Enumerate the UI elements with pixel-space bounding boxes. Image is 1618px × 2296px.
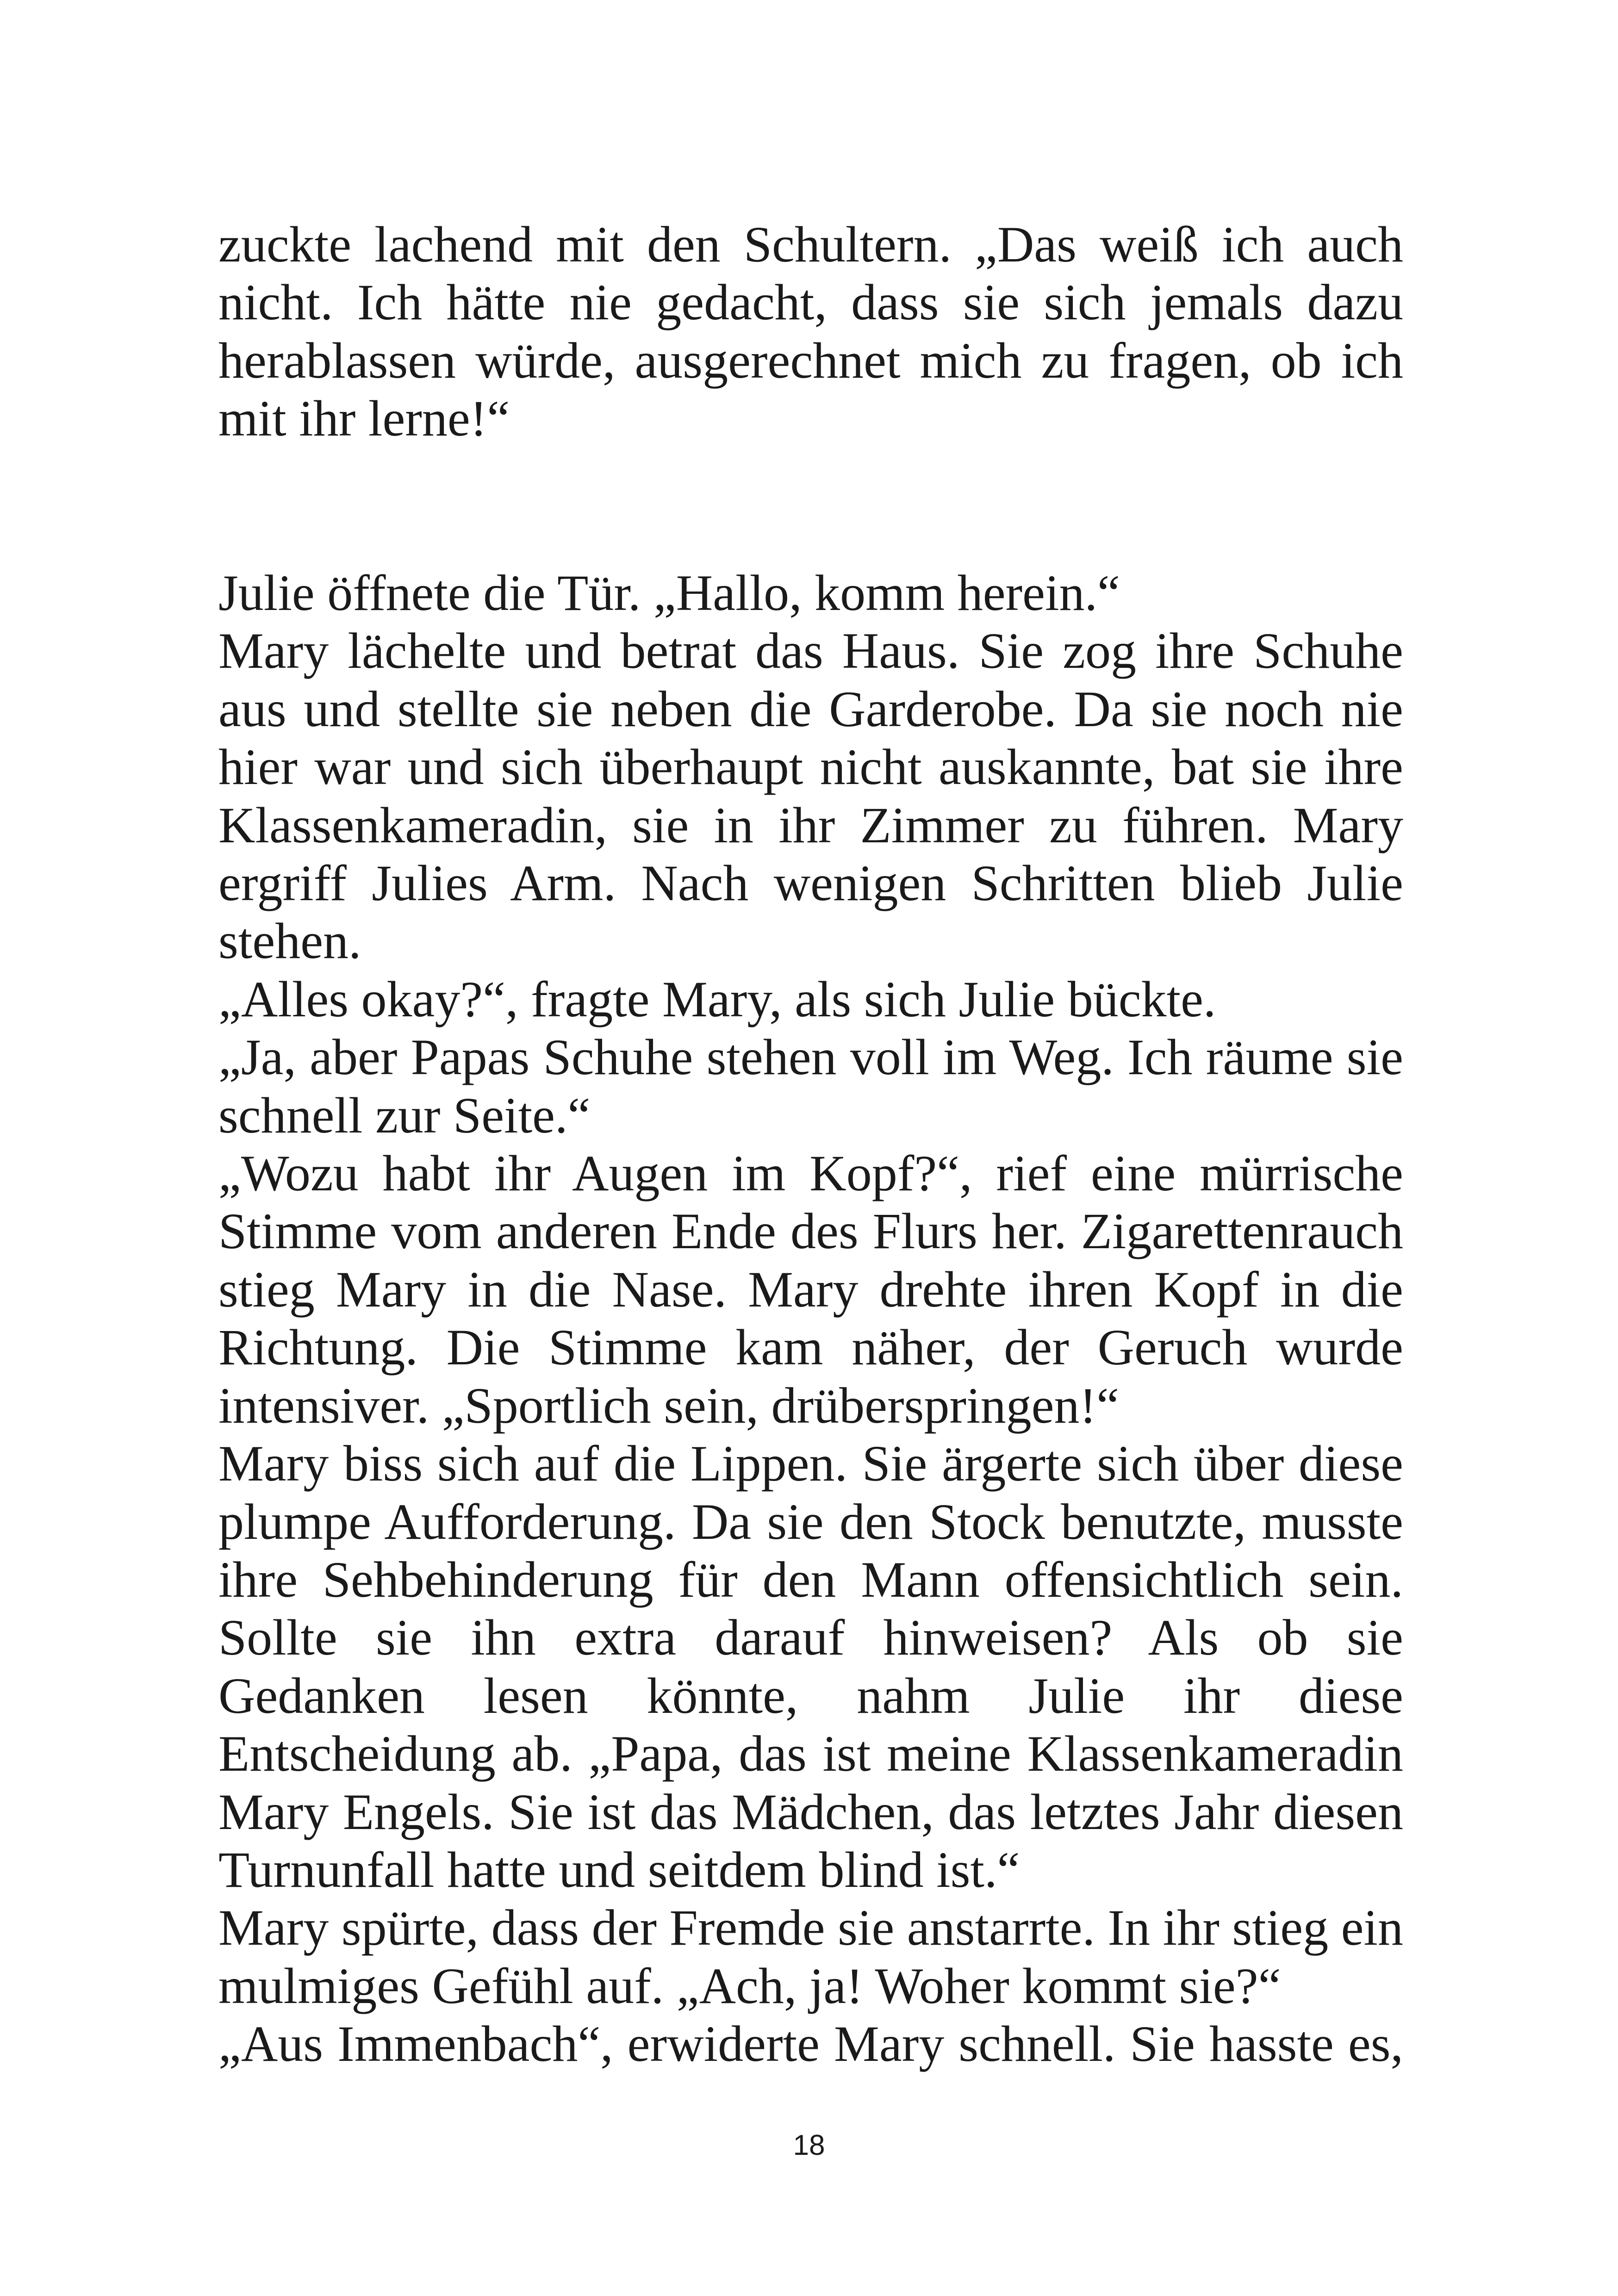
text-section-top xyxy=(218,216,1403,448)
page-number: 18 xyxy=(793,2129,825,2161)
paragraph: Mary lächelte und betrat das Haus. Sie zog ihre Schuhe aus und stellte sie neben die Garderobe. Da sie noch nie hier war und sich überhaupt nicht auskannte, bat sie ihre Klassenkameradin, sie in ihr Zimmer zu führen. Mary ergriff Julies Arm. Nach wenigen Schritten blieb Julie stehen. xyxy=(218,622,1403,970)
paragraph: zuckte lachend mit den Schultern. „Das weiß ich auch nicht. Ich hätte nie gedacht, dass sie sich jemals dazu herablassen würde, ausgerechnet mich zu fragen, ob ich mit ihr lerne!“ xyxy=(218,216,1403,447)
paragraph: Mary biss sich auf die Lippen. Sie ärgerte sich über diese plumpe Aufforderung. Da sie den Stock benutzte, musste ihre Sehbehinderung für den Mann offensichtlich sein. Sollte sie ihn extra darauf hinweisen? Als ob sie Gedanken lesen könnte, nahm Julie ihr diese Entscheidung ab. „Papa, das ist meine Klassenkameradin Mary Engels. Sie ist das Mädchen, das letztes Jahr diesen Turnunfall hatte und seitdem blind ist.“ xyxy=(218,1435,1403,1898)
paragraph: „Ja, aber Papas Schuhe stehen voll im Weg. Ich räume sie schnell zur Seite.“ xyxy=(218,1029,1403,1144)
paragraph-last: „Aus Immenbach“, erwiderte Mary schnell. Sie hasste es, xyxy=(218,2016,1403,2072)
text-section-main xyxy=(218,564,1403,2073)
paragraph: Julie öffnete die Tür. „Hallo, komm herein.“ xyxy=(218,565,1120,621)
paragraph: Mary spürte, dass der Fremde sie anstarrte. In ihr stieg ein mulmiges Gefühl auf. „Ach, ja! Woher kommt sie?“ xyxy=(218,1899,1403,2014)
paragraph: „Alles okay?“, fragte Mary, als sich Julie bückte. xyxy=(218,971,1216,1027)
paragraph: „Wozu habt ihr Augen im Kopf?“, rief eine mürrische Stimme vom anderen Ende des Flurs her. Zigarettenrauch stieg Mary in die Nase. Mary drehte ihren Kopf in die Richtung. Die Stimme kam näher, der Geruch wurde intensiver. „Sportlich sein, drüberspringen!“ xyxy=(218,1145,1403,1434)
